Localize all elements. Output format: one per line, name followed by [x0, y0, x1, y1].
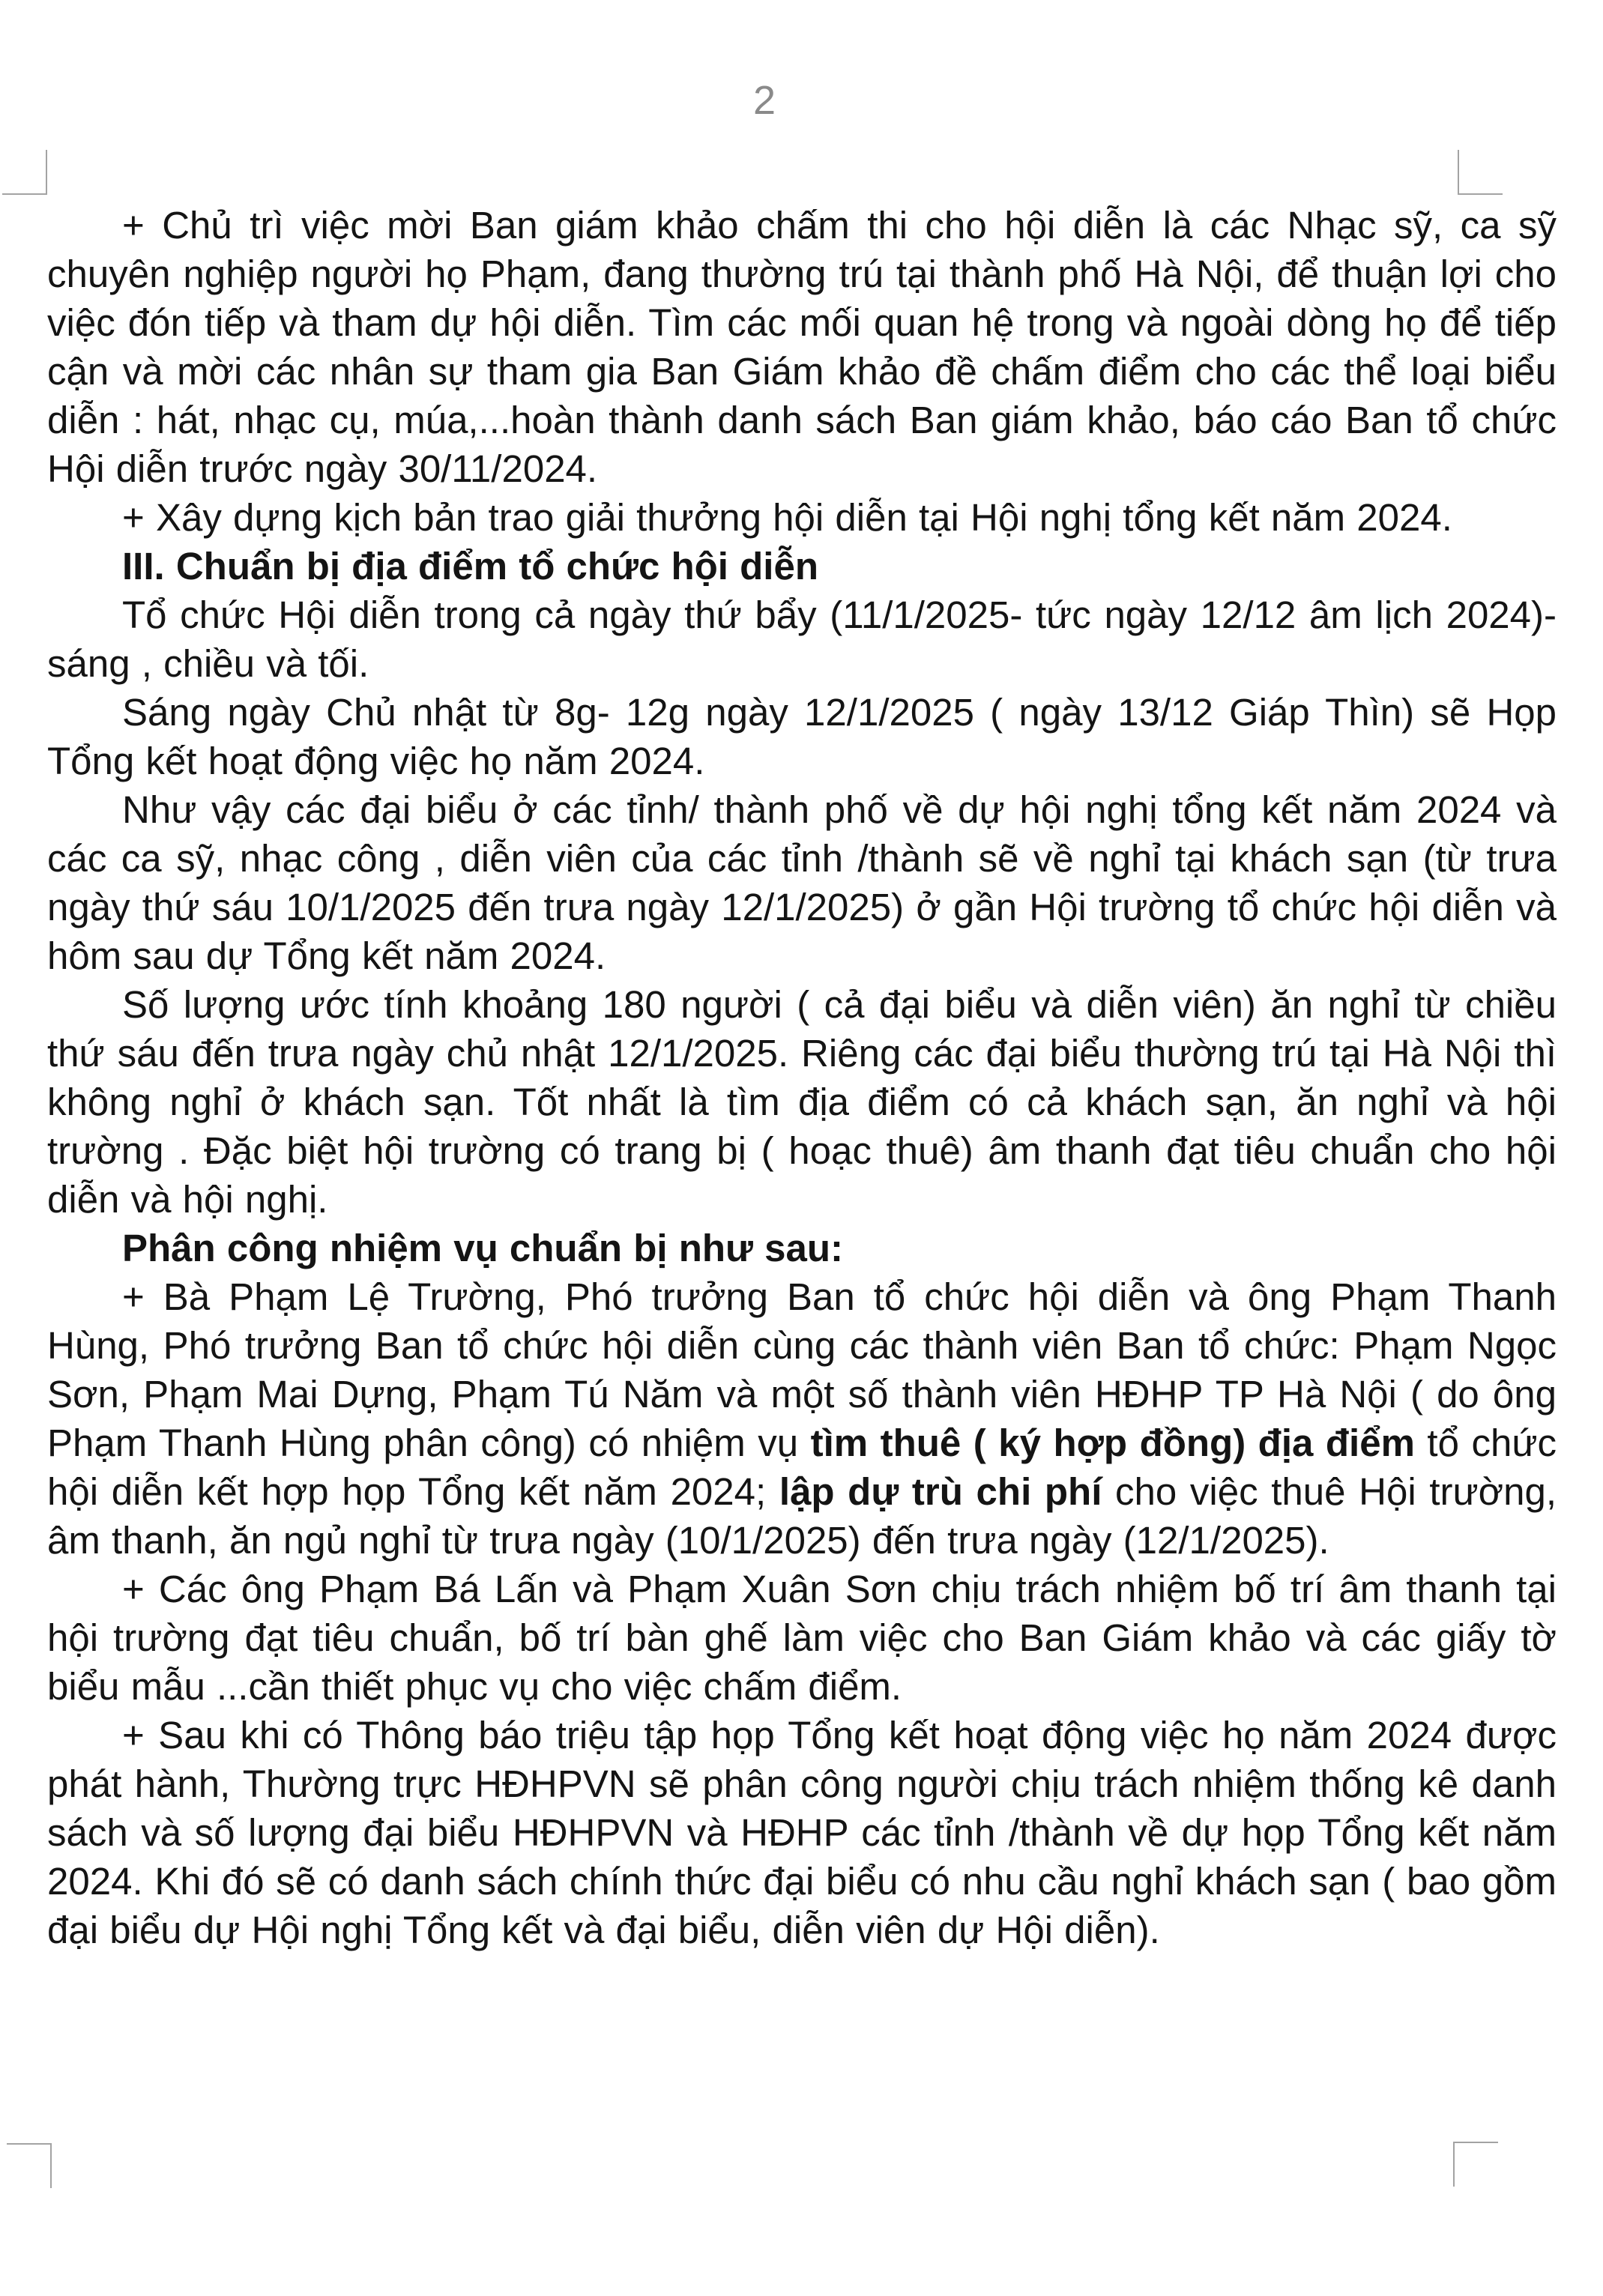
text-run: Số lượng ước tính khoảng 180 người ( cả đại biểu và diễn viên) ăn nghỉ từ chiều thứ sáu đến trưa ngày chủ nhật 12/1/2025. Riêng các đại biểu thường trú tại Hà Nội thì không nghỉ ở khách sạn. Tốt nhất là tìm địa điểm có cả khách sạn, ăn nghỉ và hội trường . Đặc biệt hội trường có trang bị ( hoạc thuê) âm thanh đạt tiêu chuẩn cho hội diễn và hội nghị. [47, 983, 1557, 1221]
paragraph-sound-setup [47, 1565, 1557, 1711]
text-run: + Sau khi có Thông báo triệu tập họp Tổng kết hoạt động việc họ năm 2024 được phát hành, Thường trực HĐHPVN sẽ phân công người chịu trách nhiệm thống kê danh sách và số lượng đại biểu HĐHPVN và HĐHP các tỉnh /thành về dự họp Tổng kết năm 2024. Khi đó sẽ có danh sách chính thức đại biểu có nhu cầu nghỉ khách sạn ( bao gồm đại biểu dự Hội nghị Tổng kết và đại biểu, diễn viên dự Hội diễn). [47, 1714, 1557, 1951]
text-run-bold: lập dự trù chi phí [779, 1470, 1102, 1513]
text-run-bold: tìm thuê ( ký hợp đồng) địa điểm [810, 1422, 1415, 1464]
text-boundary-mark-top-right [1458, 150, 1503, 195]
text-boundary-mark-bottom-right [1453, 2142, 1498, 2187]
text-run: Sáng ngày Chủ nhật từ 8g- 12g ngày 12/1/2025 ( ngày 13/12 Giáp Thìn) sẽ Họp Tổng kết hoạt động việc họ năm 2024. [47, 691, 1557, 782]
paragraph-sunday-meeting [47, 688, 1557, 785]
paragraph-award-script [47, 493, 1557, 542]
text-run: + Xây dựng kịch bản trao giải thưởng hội diễn tại Hội nghị tổng kết năm 2024. [122, 496, 1452, 539]
paragraph-venue-assignment [47, 1272, 1557, 1565]
paragraph-headcount-estimate [47, 980, 1557, 1224]
paragraph-delegate-statistics [47, 1711, 1557, 1954]
paragraph-delegates-lodging [47, 785, 1557, 980]
text-run: + Các ông Phạm Bá Lấn và Phạm Xuân Sơn chịu trách nhiệm bố trí âm thanh tại hội trường đạt tiêu chuẩn, bố trí bàn ghế làm việc cho Ban Giám khảo và các giấy tờ biểu mẫu ...cần thiết phục vụ cho việc chấm điểm. [47, 1568, 1557, 1708]
text-boundary-mark-top-left [2, 150, 47, 195]
text-run: Tổ chức Hội diễn trong cả ngày thứ bẩy (11/1/2025- tức ngày 12/12 âm lịch 2024)- sáng , chiều và tối. [47, 593, 1557, 685]
text-run: + Bà Phạm Lệ Trường, Phó trưởng Ban tổ chức hội diễn và ông Phạm Thanh Hùng, Phó trưởng Ban tổ chức hội diễn cùng các thành viên Ban tổ chức: Phạm Ngọc Sơn, Phạm Mai Dựng, Phạm Tú Năm và một số thành viên HĐHP TP Hà Nội ( do ông Phạm Thanh Hùng phân công) có nhiệm vụ [47, 1275, 1557, 1464]
paragraph-judging-panel [47, 201, 1557, 493]
section-heading-iii [47, 542, 1557, 590]
text-run: tổ chức hội diễn kết hợp họp Tổng kết năm 2024; [47, 1422, 1557, 1513]
text-run: cho việc thuê Hội trường, âm thanh, ăn ngủ nghỉ từ trưa ngày (10/1/2025) đến trưa ngày (12/1/2025). [47, 1470, 1557, 1562]
text-run: Như vậy các đại biểu ở các tỉnh/ thành phố về dự hội nghị tổng kết năm 2024 và các ca sỹ, nhạc công , diễn viên của các tỉnh /thành sẽ về nghỉ tại khách sạn (từ trưa ngày thứ sáu 10/1/2025 đến trưa ngày 12/1/2025) ở gần Hội trường tổ chức hội diễn và hôm sau dự Tổng kết năm 2024. [47, 788, 1557, 977]
section-heading-assignments [47, 1224, 1557, 1272]
document-body [47, 201, 1557, 1954]
paragraph-festival-day [47, 590, 1557, 688]
text-run: Phân công nhiệm vụ chuẩn bị như sau: [122, 1227, 844, 1269]
page-number: 2 [752, 78, 776, 123]
text-run: III. Chuẩn bị địa điểm tổ chức hội diễn [122, 545, 818, 587]
text-boundary-mark-bottom-left [7, 2143, 52, 2188]
text-run: + Chủ trì việc mời Ban giám khảo chấm thi cho hội diễn là các Nhạc sỹ, ca sỹ chuyên nghiệp người họ Phạm, đang thường trú tại thành phố Hà Nội, để thuận lợi cho việc đón tiếp và tham dự hội diễn. Tìm các mối quan hệ trong và ngoài dòng họ để tiếp cận và mời các nhân sự tham gia Ban Giám khảo đề chấm điểm cho các thể loại biểu diễn : hát, nhạc cụ, múa,...hoàn thành danh sách Ban giám khảo, báo cáo Ban tổ chức Hội diễn trước ngày 30/11/2024. [47, 204, 1557, 490]
